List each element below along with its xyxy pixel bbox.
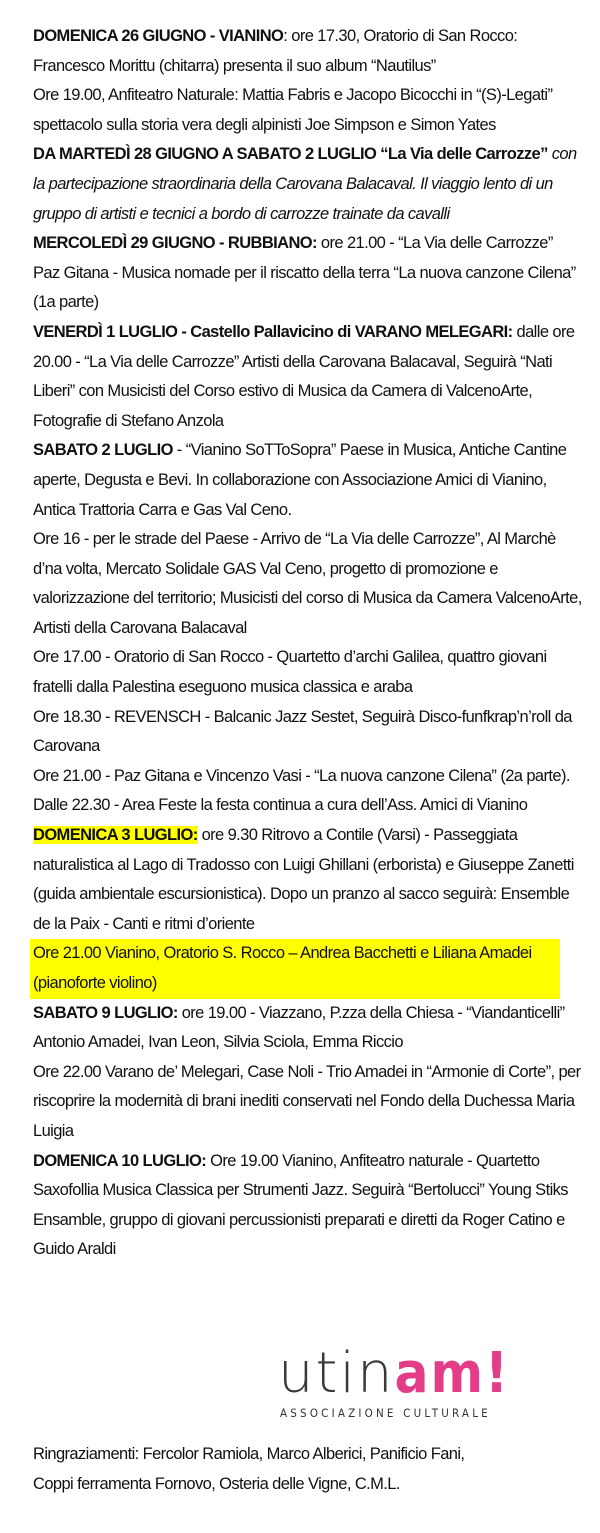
event-text: Ore 22.00 Varano de’ Melegari, Case Noli - Trio Amadei in “Armonie di Corte”, per riscoprire la modernità di brani inediti conservati nel Fondo della Duchessa Maria Luigia [33, 1062, 581, 1140]
event-entry [33, 81, 583, 140]
logo-word-light: utin [278, 1341, 395, 1406]
event-text: Ore 18.30 - REVENSCH - Balcanic Jazz Sestet, Seguirà Disco-funfkrap’n’roll da Carovana [33, 707, 572, 756]
event-date: DA MARTEDÌ 28 GIUGNO A SABATO 2 LUGLIO “La Via delle Carrozze” [33, 145, 548, 164]
event-text: con la partecipazione straordinaria della Carovana Balacaval. Il viaggio lento di un gruppo di artisti e tecnici a bordo di carrozze trainate da cavalli [33, 145, 577, 223]
event-date: DOMENICA 10 LUGLIO: [33, 1151, 207, 1170]
event-text: Ore 21.00 - Paz Gitana e Vincenzo Vasi - “La nuova canzone Cilena” (2a parte). Dalle 22.30 - Area Feste la festa continua a cura dell’Ass. Amici di Vianino [33, 766, 570, 815]
event-text: Ore 19.00 Vianino, Anfiteatro naturale - Quartetto Saxofollia Musica Classica per Strumenti Jazz. Seguirà “Bertolucci” Young Stiks Ensamble, gruppo di giovani percussionisti preparati e diretti da Roger Catino e Guido Araldi [33, 1151, 568, 1259]
event-text: : ore 17.30, Oratorio di San Rocco: Francesco Morittu (chitarra) presenta il suo album “Nautilus” [33, 27, 518, 75]
logo-word-bold: am! [394, 1341, 510, 1406]
event-text: Ore 17.00 - Oratorio di San Rocco - Quartetto d’archi Galilea, quattro giovani fratelli dalla Palestina eseguono musica classica e araba [33, 648, 547, 697]
event-entry [33, 22, 583, 81]
event-text: ore 21.00 - “La Via delle Carrozze” Paz Gitana - Musica nomade per il riscatto della terra “La nuova canzone Cilena” (1a parte) [33, 234, 576, 312]
event-entry [33, 229, 583, 318]
event-entry [33, 821, 583, 939]
event-entry [33, 762, 583, 821]
event-date: DOMENICA 26 GIUGNO - VIANINO [33, 27, 284, 45]
highlighted-event-date: DOMENICA 3 LUGLIO: [33, 826, 198, 845]
highlighted-event-entry [30, 939, 560, 998]
utinam-logo [278, 1341, 548, 1430]
acknowledgements [33, 1440, 583, 1499]
logo-wordmark [278, 1341, 510, 1406]
logo-subtitle: ASSOCIAZIONE CULTURALE [280, 1406, 491, 1420]
event-entry [33, 999, 583, 1058]
event-date: MERCOLEDÌ 29 GIUGNO - RUBBIANO: [33, 234, 317, 253]
event-entry [33, 318, 583, 436]
event-date: SABATO 9 LUGLIO: [33, 1003, 178, 1022]
event-entry [33, 525, 583, 643]
event-text: ore 9.30 Ritrovo a Contile (Varsi) - Passeggiata naturalistica al Lago di Tradosso con Luigi Ghillani (erborista) e Giuseppe Zanetti (guida ambientale escursionistica). Dopo un pranzo al sacco seguirà: Ensemble de la Paix - Canti e ritmi d’oriente [33, 826, 574, 933]
event-entry [33, 436, 583, 525]
event-text: Ore 21.00 Vianino, Oratorio S. Rocco – Andrea Bacchetti e Liliana Amadei (pianoforte violino) [33, 944, 532, 992]
event-text: ore 19.00 - Viazzano, P.zza della Chiesa - “Viandanticelli” Antonio Amadei, Ivan Leon, Silvia Sciola, Emma Riccio [33, 1003, 565, 1052]
event-text: dalle ore 20.00 - “La Via delle Carrozze” Artisti della Carovana Balacaval, Seguirà “Nati Liberi” con Musicisti del Corso estivo di Musica da Camera di ValcenoArte, Fotografie di Stefano Anzola [33, 322, 575, 430]
event-entry [33, 703, 583, 762]
event-text: Ore 19.00, Anfiteatro Naturale: Mattia Fabris e Jacopo Bicocchi in “(S)-Legati” spettacolo sulla storia vera degli alpinisti Joe Simpson e Simon Yates [33, 86, 553, 134]
event-entry [33, 643, 583, 702]
acknowledgements-line: Ringraziamenti: Fercolor Ramiola, Marco Alberici, Panificio Fani, [33, 1445, 465, 1463]
acknowledgements-line: Coppi ferramenta Fornovo, Osteria delle Vigne, C.M.L. [33, 1474, 400, 1493]
event-date: VENERDÌ 1 LUGLIO - Castello Pallavicino di VARANO MELEGARI: [33, 322, 513, 341]
event-text: - “Vianino SoTToSopra” Paese in Musica, Antiche Cantine aperte, Degusta e Bevi. In collaborazione con Associazione Amici di Vianino, Antica Trattoria Carra e Gas Val Ceno. [33, 441, 567, 519]
event-program [33, 22, 583, 1265]
event-date: SABATO 2 LUGLIO [33, 441, 173, 460]
event-entry [33, 1058, 583, 1147]
event-entry [33, 140, 583, 229]
event-text: Ore 16 - per le strade del Paese - Arrivo de “La Via delle Carrozze”, Al Marchè d’na volta, Mercato Solidale GAS Val Ceno, progetto di promozione e valorizzazione del territorio; Musicisti del corso di Musica da Camera ValcenoArte, Artisti della Carovana Balacaval [33, 530, 582, 637]
event-entry [33, 1147, 583, 1265]
